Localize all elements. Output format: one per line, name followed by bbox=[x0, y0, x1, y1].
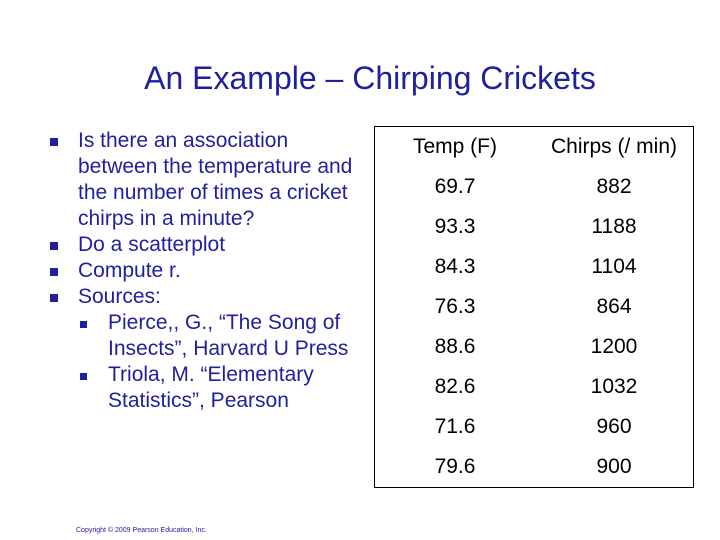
square-bullet-icon bbox=[50, 268, 58, 276]
temp-cell: 79.6 bbox=[434, 455, 476, 478]
table-row bbox=[375, 367, 694, 407]
sub-bullet-item bbox=[50, 362, 370, 414]
temp-cell: 93.3 bbox=[434, 215, 476, 238]
chirps-cell: 960 bbox=[596, 415, 632, 438]
column-header-chirps: Chirps (/ min) bbox=[550, 135, 677, 158]
table-header-row bbox=[375, 127, 694, 168]
table-row bbox=[375, 247, 694, 287]
bullet-item bbox=[50, 128, 370, 232]
bullet-item bbox=[50, 232, 370, 258]
bullet-text: Sources: bbox=[78, 285, 161, 308]
chirps-cell: 1104 bbox=[591, 255, 637, 278]
chirps-cell: 900 bbox=[596, 455, 632, 478]
source-text: Pierce,, G., “The Song of Insects”, Harvard U Press bbox=[108, 311, 349, 360]
square-bullet-icon bbox=[50, 294, 58, 302]
chirps-cell: 1032 bbox=[590, 375, 638, 398]
bullet-item bbox=[50, 258, 370, 284]
table-row bbox=[375, 407, 694, 447]
chirps-cell: 1188 bbox=[591, 215, 637, 238]
square-bullet-icon bbox=[50, 138, 58, 146]
column-header-temp: Temp (F) bbox=[413, 135, 497, 158]
table-row bbox=[375, 287, 694, 327]
bullet-text: Compute r. bbox=[78, 259, 181, 282]
square-bullet-icon bbox=[80, 373, 87, 380]
temp-cell: 84.3 bbox=[434, 255, 476, 278]
temp-cell: 82.6 bbox=[434, 375, 476, 398]
chirps-cell: 882 bbox=[596, 175, 632, 198]
bullet-text: Do a scatterplot bbox=[78, 233, 226, 256]
slide-title: An Example – Chirping Crickets bbox=[144, 60, 596, 96]
table-row bbox=[375, 167, 694, 207]
sub-bullet-item bbox=[50, 310, 370, 362]
temp-cell: 69.7 bbox=[434, 175, 476, 198]
table-row bbox=[375, 207, 694, 247]
bullet-text: Is there an association between the temperature and the number of times a cricket chirps in a minute? bbox=[78, 129, 353, 230]
square-bullet-icon bbox=[80, 321, 87, 328]
chirps-cell: 864 bbox=[596, 295, 632, 318]
table-row bbox=[375, 447, 694, 488]
square-bullet-icon bbox=[50, 242, 58, 250]
source-text: Triola, M. “Elementary Statistics”, Pearson bbox=[108, 363, 314, 412]
chirps-cell: 1200 bbox=[590, 335, 638, 358]
temp-cell: 76.3 bbox=[434, 295, 476, 318]
temp-cell: 88.6 bbox=[434, 335, 476, 358]
bullet-item bbox=[50, 284, 370, 310]
temp-cell: 71.6 bbox=[434, 415, 476, 438]
table-row bbox=[375, 327, 694, 367]
copyright-notice: Copyright © 2009 Pearson Education, Inc. bbox=[76, 527, 207, 534]
cricket-data-table bbox=[374, 126, 694, 488]
bullet-list bbox=[50, 128, 370, 414]
